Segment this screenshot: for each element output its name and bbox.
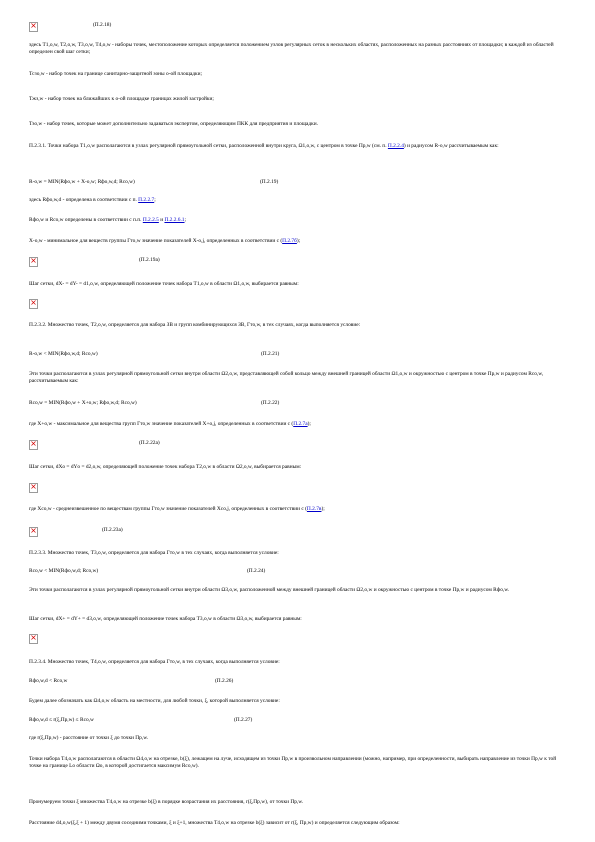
section-link[interactable]: П.2.2.6.1 — [164, 217, 185, 223]
formula-row-24 — [29, 568, 569, 575]
broken-image-icon — [29, 634, 38, 644]
equation-number: (П.2.23а) — [102, 527, 123, 533]
equation-number: (П.2.21) — [261, 351, 280, 357]
section-link[interactable]: П.2.2.5 — [142, 217, 159, 223]
equation-number: (П.2.19а) — [139, 257, 160, 263]
paragraph: Эти точки располагаются в узлах регулярной прямоугольной сетки внутри области Ω3,о,w, расположенной между внешней границей области Ω2,о,w и окружностью с центром в точке Пр,w и радиусом Rфо,w. — [29, 587, 510, 593]
paragraph-text: здесь Rфо,w,d - определена в соответствии с п. — [29, 197, 139, 203]
paragraph: Точки набора Т4,о,w располагаются в области Ω4,о,w на отрезке, b(ξ), лежащем на луче, исходящем из точки Пр,w в произвольном направлении (можно, например, при определенности, выбирать направление из точки Пр,w к той точке на границе Lo области Ωo, в которой достигается максимум Rсо,w). — [29, 756, 557, 769]
equation-number: (П.2.18) — [93, 22, 112, 28]
paragraph: Тсзо,w - набор точек на границе санитарно-защитной зоны о-ой площадки; — [29, 71, 202, 77]
formula-row-23a — [29, 527, 569, 537]
formula-row-23 — [29, 483, 569, 493]
paragraph: где r(ξ,Пр,w) - расстояние от точки ξ до точки Пр,w. — [29, 735, 149, 741]
equation-link[interactable]: П.2.7в — [306, 506, 322, 512]
equation: Rсо,w < MIN(Rфо,w,d; Rсо,w) — [29, 568, 99, 574]
broken-image-icon — [29, 22, 38, 32]
paragraph: Тзо,w - набор точек, которые может дополнительно задаваться экспертом, определяющим ПКК для предприятия и площадки. — [29, 121, 318, 127]
equation-number: (П.2.24) — [247, 568, 266, 574]
paragraph — [29, 421, 569, 428]
paragraph-text: где Хсо,w - среднеизвешенное по веществам группы Гто,w значение показателей Хсо,j, определенных в соответствии с ( — [29, 506, 307, 512]
equation-link[interactable]: П.2.7а — [293, 421, 308, 427]
equation-number: (П.2.26) — [215, 678, 234, 684]
equation-number: (П.2.27) — [234, 717, 253, 723]
equation-number: (П.2.22) — [261, 400, 280, 406]
paragraph-text: ); — [321, 506, 325, 512]
paragraph: Шаг сетки, dX- = dY- = d1,о,w, определяющей положение точек набора Т1,о,w в области Ω1,о,w, выбирается равным: — [29, 281, 299, 287]
equation-number: (П.2.19) — [260, 179, 279, 185]
paragraph — [29, 506, 569, 513]
paragraph-text: ; — [184, 217, 187, 223]
paragraph: здесь Т1,о,w, Т2,о,w, Т3,о,w, Т4,о,w - наборы точек, местоположение которых определяется положением узлов регулярных сеток в нескольких областях, расположенных на разных расстояниях от площадки; в каждой из областей определен свой шаг сетки; — [29, 42, 554, 55]
formula-row-18 — [29, 22, 569, 32]
equation: Rсо,w = MIN(Rфо,w + X+о,w; Rфо,w,d; Rсо,w) — [29, 400, 137, 406]
paragraph-text: ; — [154, 197, 156, 203]
paragraph: Шаг сетки, dX+ = dY+ = d3,о,w, определяющей положение точек набора Т3,о,w в области Ω3,о,w, выбирается равным: — [29, 616, 302, 622]
formula-row-21 — [29, 351, 569, 358]
paragraph — [29, 238, 569, 245]
paragraph: Пронумеруем точки ξ множества Т4,о,w на отрезке b(ξ) в порядке возрастания их расстояния, r(ξ,Пр,w), от точки Пр,w. — [29, 799, 304, 805]
broken-image-icon — [29, 483, 38, 493]
paragraph-text: ); — [296, 238, 301, 244]
paragraph: Тжз,w - набор точек на ближайших к о-ой площадке границах жилой застройки; — [29, 96, 214, 102]
equation-link[interactable]: П.2.7б — [282, 238, 297, 244]
paragraph-text: ); — [307, 421, 311, 427]
formula-row-25 — [29, 634, 569, 644]
paragraph-text: ) и радиусом R-о,w рассчитываемым как: — [403, 143, 499, 149]
section-link[interactable]: П.2.2.7 — [138, 197, 155, 203]
paragraph: Шаг сетки, dXо = dYо = d2,о,w, определяющей положение точек набора Т2,о,w в области Ω2,о,w, выбирается равным: — [29, 464, 302, 470]
paragraph — [29, 143, 569, 150]
paragraph: Эти точки располагаются в узлах регулярной прямоугольной сетки внутри области Ω2,о,w, представляющей собой кольцо между внешней границей области Ω1,о,w и окружностью с центром в точке Пр,w и радиусом Rсо,w, рассчитываемым как: — [29, 371, 544, 384]
equation: Rфо,w,d ≤ r(ξ,Пр,w) ≤ Rсо,w — [29, 717, 94, 723]
paragraph-text: где X+о,w - максимальное для вещества групп Гто,w значение показателей X+о,j, определенных в соответствии с ( — [29, 421, 294, 427]
broken-image-icon — [29, 527, 38, 537]
broken-image-icon — [29, 299, 38, 309]
formula-row-19 — [29, 179, 569, 186]
paragraph-text: П.2.3.1. Точки набора Т1,о,w располагаются в узлах регулярной прямоугольной сетки, расположенной внутри круга, Ω1,о,w, с центром в точке Пр,w (см. п. — [29, 143, 388, 149]
equation-number: (П.2.22а) — [139, 440, 160, 446]
paragraph: П.2.3.3. Множество точек, Т3,о,w, определяется для набора Гто,w в тех случаях, когда выполняется условие: — [29, 550, 279, 556]
equation: Rфо,w,d < Rсо,w — [29, 678, 68, 684]
paragraph: П.2.3.4. Множество точек, Т4,о,w, определяется для набора Гто,w, в тех случаях, когда выполняется условие: — [29, 659, 280, 665]
formula-row-22 — [29, 400, 569, 407]
paragraph-text: X-о,w - минимальное для веществ группы Гто,w значение показателей X-о,j, определенных в соответствии с ( — [29, 238, 283, 244]
formula-row-20 — [29, 299, 569, 309]
paragraph: Расстояние d4,о,w(ξ,ξ + 1) между двумя соседними точками, ξ и ξ+1, множества Т4,о,w на отрезке b(ξ) зависит от r(ξ, Пр,w) и определяется следующим образом: — [29, 820, 400, 826]
formula-row-22a — [29, 440, 569, 450]
paragraph-text: и — [158, 217, 165, 223]
paragraph — [29, 197, 569, 204]
formula-row-27 — [29, 717, 569, 724]
formula-row-19a — [29, 257, 569, 267]
paragraph: П.2.3.2. Множество точек, Т2,о,w, определяется для набора ЗВ и групп комбинирующихся ЗВ, Гто,w, в тех случаях, когда выполняется условие: — [29, 322, 361, 328]
broken-image-icon — [29, 257, 38, 267]
paragraph: Будем далее обозначать как Ω4,о,w область на местности, для любой точки, ξ, которой выполняется условие: — [29, 698, 280, 704]
equation: R-о,w < MIN(Rфо,w,d; Rсо,w) — [29, 351, 98, 357]
equation: R-о,w = MIN(Rфо,w + X-о,w; Rфо,w,d; Rсо,w) — [29, 179, 135, 185]
formula-row-26 — [29, 678, 569, 685]
section-link[interactable]: П.2.2.4 — [387, 143, 404, 149]
broken-image-icon — [29, 440, 38, 450]
paragraph-text: Rфо,w и Rсо,w определены в соответствии с п.п. — [29, 217, 143, 223]
paragraph — [29, 217, 569, 224]
